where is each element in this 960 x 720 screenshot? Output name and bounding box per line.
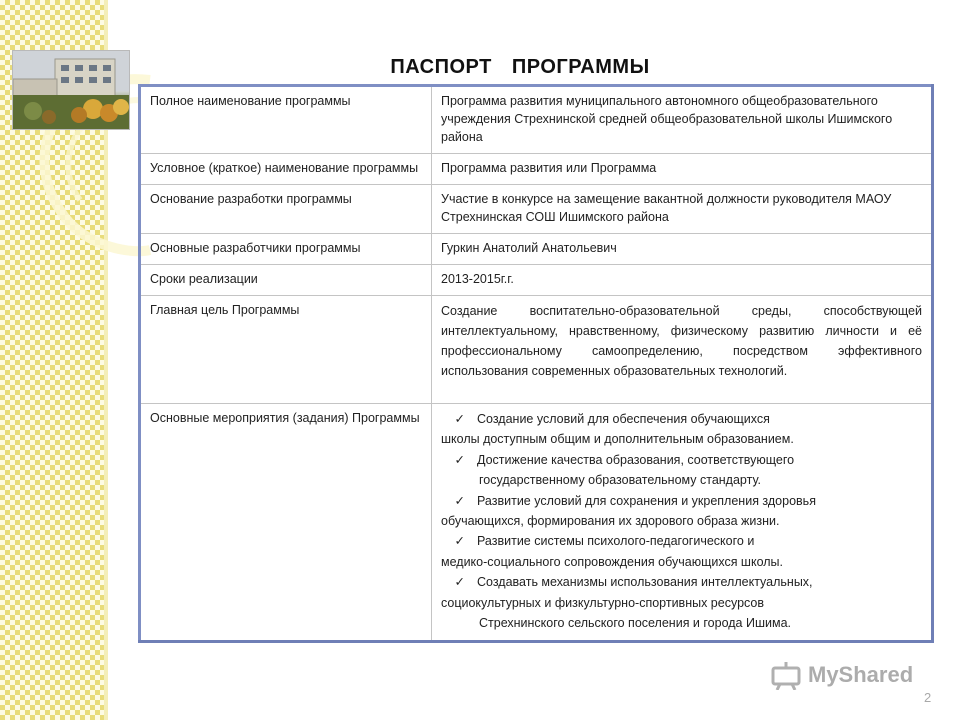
table-row (140, 234, 933, 265)
list-item-text: Развитие системы психолого-педагогического и (477, 534, 755, 549)
table-row (140, 265, 933, 296)
row-value: Создание воспитательно-образовательной среды, способствующей интеллектуальному, нравственному, физическому развитию личности и её профессиональному самоопределению, посредством эффективного использования современных образовательных технологий. (432, 296, 933, 404)
row-label: Главная цель Программы (140, 296, 432, 404)
list-item-continuation: обучающихся, формирования их здорового образа жизни. (441, 514, 780, 529)
presentation-icon (770, 660, 804, 690)
table-row (140, 86, 933, 154)
list-tail-text: Стрехнинского сельского поселения и города Ишима. (479, 616, 791, 631)
row-value-list (432, 404, 933, 642)
list-item (441, 450, 922, 491)
list-item-continuation: школы доступным общим и дополнительным образованием. (441, 432, 794, 447)
program-passport-table (138, 84, 934, 643)
myshared-watermark (770, 660, 913, 690)
list-item-continuation: государственному образовательному стандарту. (479, 473, 761, 488)
row-value: Программа развития или Программа (432, 154, 933, 185)
list-item (441, 572, 922, 613)
list-item-text: Создание условий для обеспечения обучающихся (477, 412, 770, 426)
watermark-text: MyShared (808, 662, 914, 687)
table-row (140, 154, 933, 185)
row-value: 2013-2015г.г. (432, 265, 933, 296)
checkmark-icon: ✓ (454, 575, 465, 590)
list-item-text: Достижение качества образования, соответствующего (477, 452, 795, 467)
list-item-text: Развитие условий для сохранения и укрепления здоровья (477, 493, 816, 508)
row-label: Сроки реализации (140, 265, 432, 296)
row-label: Основание разработки программы (140, 185, 432, 234)
row-value: Гуркин Анатолий Анатольевич (432, 234, 933, 265)
checkmark-icon: ✓ (454, 534, 465, 549)
list-item-continuation: социокультурных и физкультурно-спортивных ресурсов (441, 595, 765, 610)
table-row (140, 185, 933, 234)
checkmark-icon: ✓ (454, 493, 465, 508)
row-value: Участие в конкурсе на замещение вакантной должности руководителя МАОУ Стрехнинская СОШ Ишимского района (432, 185, 933, 234)
row-label: Полное наименование программы (140, 86, 432, 154)
list-item-text: Создавать механизмы использования интеллектуальных, (477, 575, 813, 590)
page-number: 2 (924, 690, 932, 705)
row-label: Основные мероприятия (задания) Программы (140, 404, 432, 642)
slide-title: ПАСПОРТ ПРОГРАММЫ (390, 56, 650, 78)
table-row (140, 296, 933, 404)
row-label: Основные разработчики программы (140, 234, 432, 265)
checkmark-icon: ✓ (454, 452, 465, 467)
table-row (140, 404, 933, 642)
row-value: Программа развития муниципального автономного общеобразовательного учреждения Стрехнинской средней общеобразовательной школы Ишимского района (432, 86, 933, 154)
list-item (441, 531, 922, 572)
list-item-continuation: медико-социального сопровождения обучающихся школы. (441, 554, 783, 569)
list-item (441, 409, 922, 450)
row-label: Условное (краткое) наименование программы (140, 154, 432, 185)
checkmark-icon: ✓ (454, 412, 465, 426)
list-item (441, 491, 922, 532)
